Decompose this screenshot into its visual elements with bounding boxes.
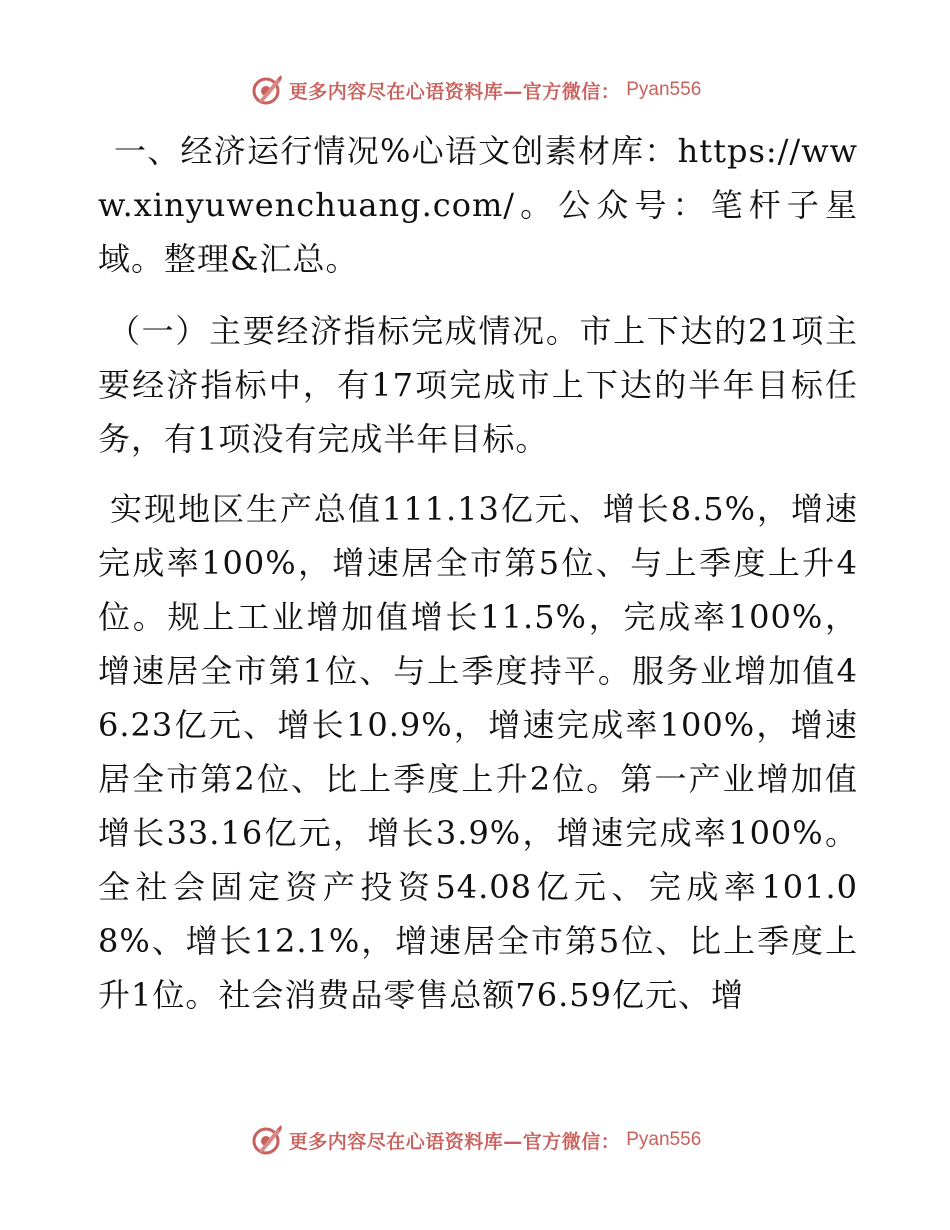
wechat-id: Pyan556 — [626, 1129, 702, 1150]
document-body — [98, 124, 858, 1038]
section-heading: 一、经济运行情况%心语文创素材库：https://www.xinyuwenchuang.com/。公众号：笔杆子星域。整理&汇总。 — [98, 132, 858, 278]
footer-banner — [0, 1120, 950, 1160]
banner-text: 更多内容尽在心语资料库—官方微信： — [288, 80, 621, 103]
header-banner — [0, 70, 950, 110]
banner-text: 更多内容尽在心语资料库—官方微信： — [288, 1130, 621, 1153]
quill-logo-icon — [249, 1123, 283, 1157]
quill-logo-icon — [249, 73, 283, 107]
wechat-id: Pyan556 — [626, 79, 702, 100]
body-paragraph: 实现地区生产总值111.13亿元、增长8.5%，增速完成率100%，增速居全市第5位、与上季度上升4位。规上工业增加值增长11.5%，完成率100%，增速居全市第1位、与上季度持平。服务业增加值46.23亿元、增长10.9%，增速完成率100%，增速居全市第2位、比上季度上升2位。第一产业增加值增长33.16亿元，增长3.9%，增速完成率100%。全社会固定资产投资54.08亿元、完成率101.08%、增长12.1%，增速居全市第5位、比上季度上升1位。社会消费品零售总额76.59亿元、增 — [98, 490, 858, 1014]
subsection-paragraph: （一）主要经济指标完成情况。市上下达的21项主要经济指标中，有17项完成市上下达的半年目标任务，有1项没有完成半年目标。 — [98, 312, 858, 458]
